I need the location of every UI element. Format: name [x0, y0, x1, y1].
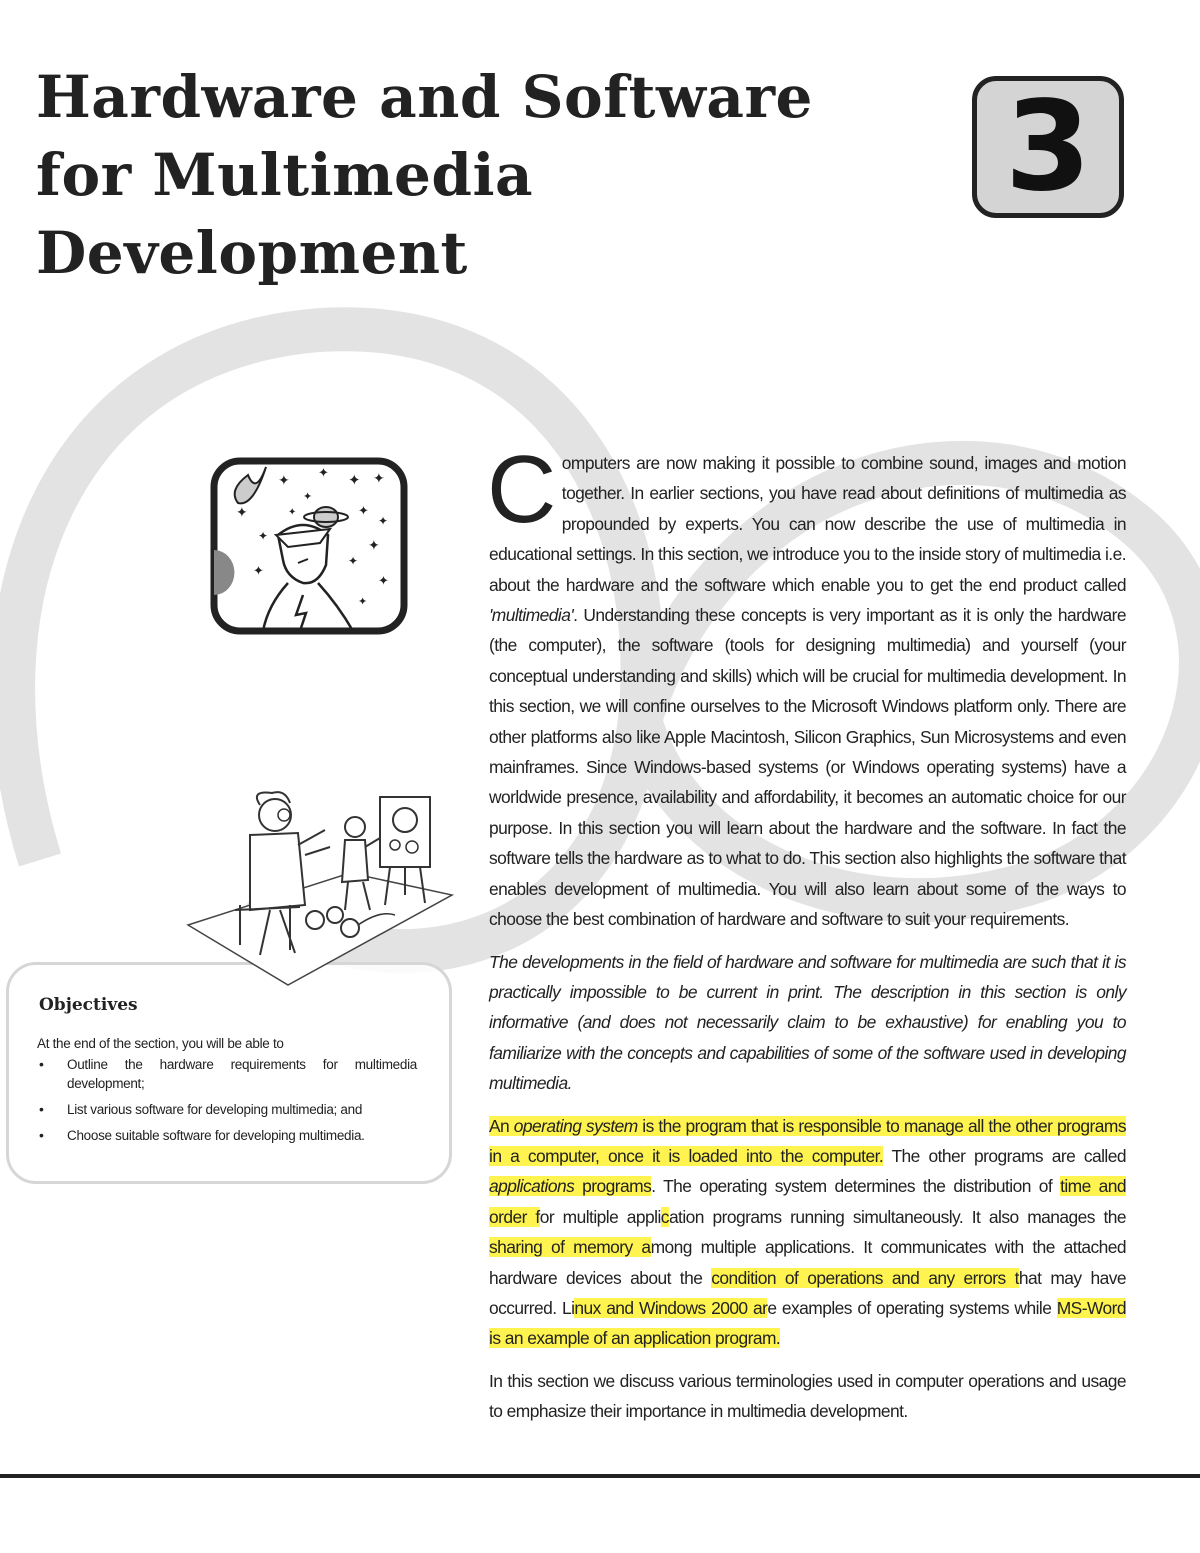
svg-text:✦: ✦	[368, 537, 380, 553]
objective-item: • List various software for developing multimedia; and	[37, 1100, 417, 1119]
highlight-segment: sharing of memory a	[489, 1237, 651, 1258]
svg-text:✦: ✦	[288, 507, 297, 518]
main-body-text	[487, 436, 1127, 1439]
highlight-segment: is the program that is responsible to manage all the other programs in a computer, once it is loaded into the computer.	[489, 1115, 1126, 1166]
intro-text-part-1: omputers are now making it possible to combine sound, images and motion together. In earlier sections, you have read about definitions of multimedia as propounded by experts. You can now describe the use of multimedia in educational settings. In this section, we introduce you to the inside story of multimedia i.e. about the hardware and the software which enable you to get the end product called	[489, 453, 1126, 595]
intro-text-part-2: . Understanding these concepts is very important as it is only the hardware (the computer), the software (tools for designing multimedia) and yourself (your conceptual understanding and skills) which will be crucial for multimedia development. In this section, we will confine ourselves to the Microsoft Windows platform only. There are other platforms also like Apple Macintosh, Silicon Graphics, Sun Microsystems and even mainframes. Since Windows-based systems (or Windows operating systems) have a worldwide presence, availability and affordability, it becomes an automatic choice for our purpose. In this section you will learn about the hardware and the software. In fact the software tells the hardware as to what to do. This section also highlights the software that enables development of multimedia. You will also learn about some of the ways to choose the best combination of hardware and software to suit your requirements.	[489, 605, 1126, 930]
objective-item: • Outline the hardware requirements for multimedia development;	[37, 1055, 417, 1093]
footer-rule	[0, 1474, 1200, 1478]
svg-text:✦: ✦	[378, 514, 389, 528]
svg-text:✦: ✦	[348, 554, 359, 568]
objectives-list	[37, 1055, 417, 1152]
chapter-title-line-3: Development	[36, 219, 468, 287]
chapter-title	[36, 58, 813, 292]
highlight-segment: nux and Windows 2000 ar	[574, 1297, 768, 1318]
objectives-heading: Objectives	[39, 995, 138, 1015]
terminology-paragraph: In this section we discuss various terminologies used in computer operations and usage to emphasize their importance in multimedia development.	[489, 1370, 1126, 1422]
disclaimer-paragraph: The developments in the field of hardware and software for multimedia are such that it is practically impossible to be current in print. The description in this section is only informative (and does not necessarily claim to be exhaustive) for enabling you to familiarize with the concepts and capabilities of some of the software used in developing multimedia.	[489, 951, 1126, 1094]
text-segment: or multiple appli	[539, 1206, 661, 1227]
highlight-segment: time and order f	[489, 1176, 1126, 1227]
objectives-box	[6, 962, 452, 1184]
objectives-intro: At the end of the section, you will be able to	[37, 1036, 284, 1051]
svg-text:✦: ✦	[253, 563, 264, 578]
svg-text:✦: ✦	[378, 573, 389, 588]
highlight-segment: c	[660, 1206, 669, 1227]
highlight-term: operating system	[513, 1115, 638, 1136]
text-segment: e examples of operating systems while	[767, 1297, 1057, 1318]
svg-text:✦: ✦	[278, 472, 290, 488]
text-segment: hat may have occurred. Li	[489, 1267, 1126, 1318]
drop-cap-letter: C	[487, 436, 556, 543]
text-segment: ation programs running simultaneously. It also manages the	[668, 1206, 1126, 1227]
highlight-term: applications	[489, 1176, 575, 1197]
highlight-segment: programs	[574, 1176, 652, 1197]
chapter-title-line-2: for Multimedia	[36, 141, 534, 209]
text-segment: The other programs are called	[883, 1145, 1126, 1166]
teacher-student-illustration	[180, 785, 456, 990]
highlight-segment: MS-Word is an example of an application program.	[489, 1297, 1126, 1349]
highlight-segment: condition of operations and any errors t	[711, 1267, 1019, 1288]
svg-text:✦: ✦	[358, 596, 368, 608]
svg-text:✦: ✦	[318, 465, 329, 480]
chapter-title-line-1: Hardware and Software	[36, 63, 813, 131]
chapter-number-badge: 3	[972, 76, 1124, 218]
svg-text:✦: ✦	[373, 470, 385, 486]
intro-paragraph	[487, 436, 1126, 935]
svg-text:✦: ✦	[303, 491, 313, 503]
space-thinker-illustration	[208, 455, 410, 637]
operating-system-paragraph	[489, 1111, 1126, 1354]
text-segment: mong multiple applications. It communicates with the attached hardware devices about the	[489, 1237, 1127, 1288]
svg-text:✦: ✦	[236, 504, 248, 520]
svg-text:✦: ✦	[258, 529, 269, 543]
intro-multimedia-term: 'multimedia'	[489, 605, 574, 626]
svg-text:✦: ✦	[348, 472, 361, 489]
highlight-segment: An	[489, 1115, 514, 1136]
svg-text:✦: ✦	[358, 503, 369, 518]
text-segment: . The operating system determines the distribution of	[651, 1176, 1061, 1197]
objective-item: • Choose suitable software for developing multimedia.	[37, 1126, 417, 1145]
